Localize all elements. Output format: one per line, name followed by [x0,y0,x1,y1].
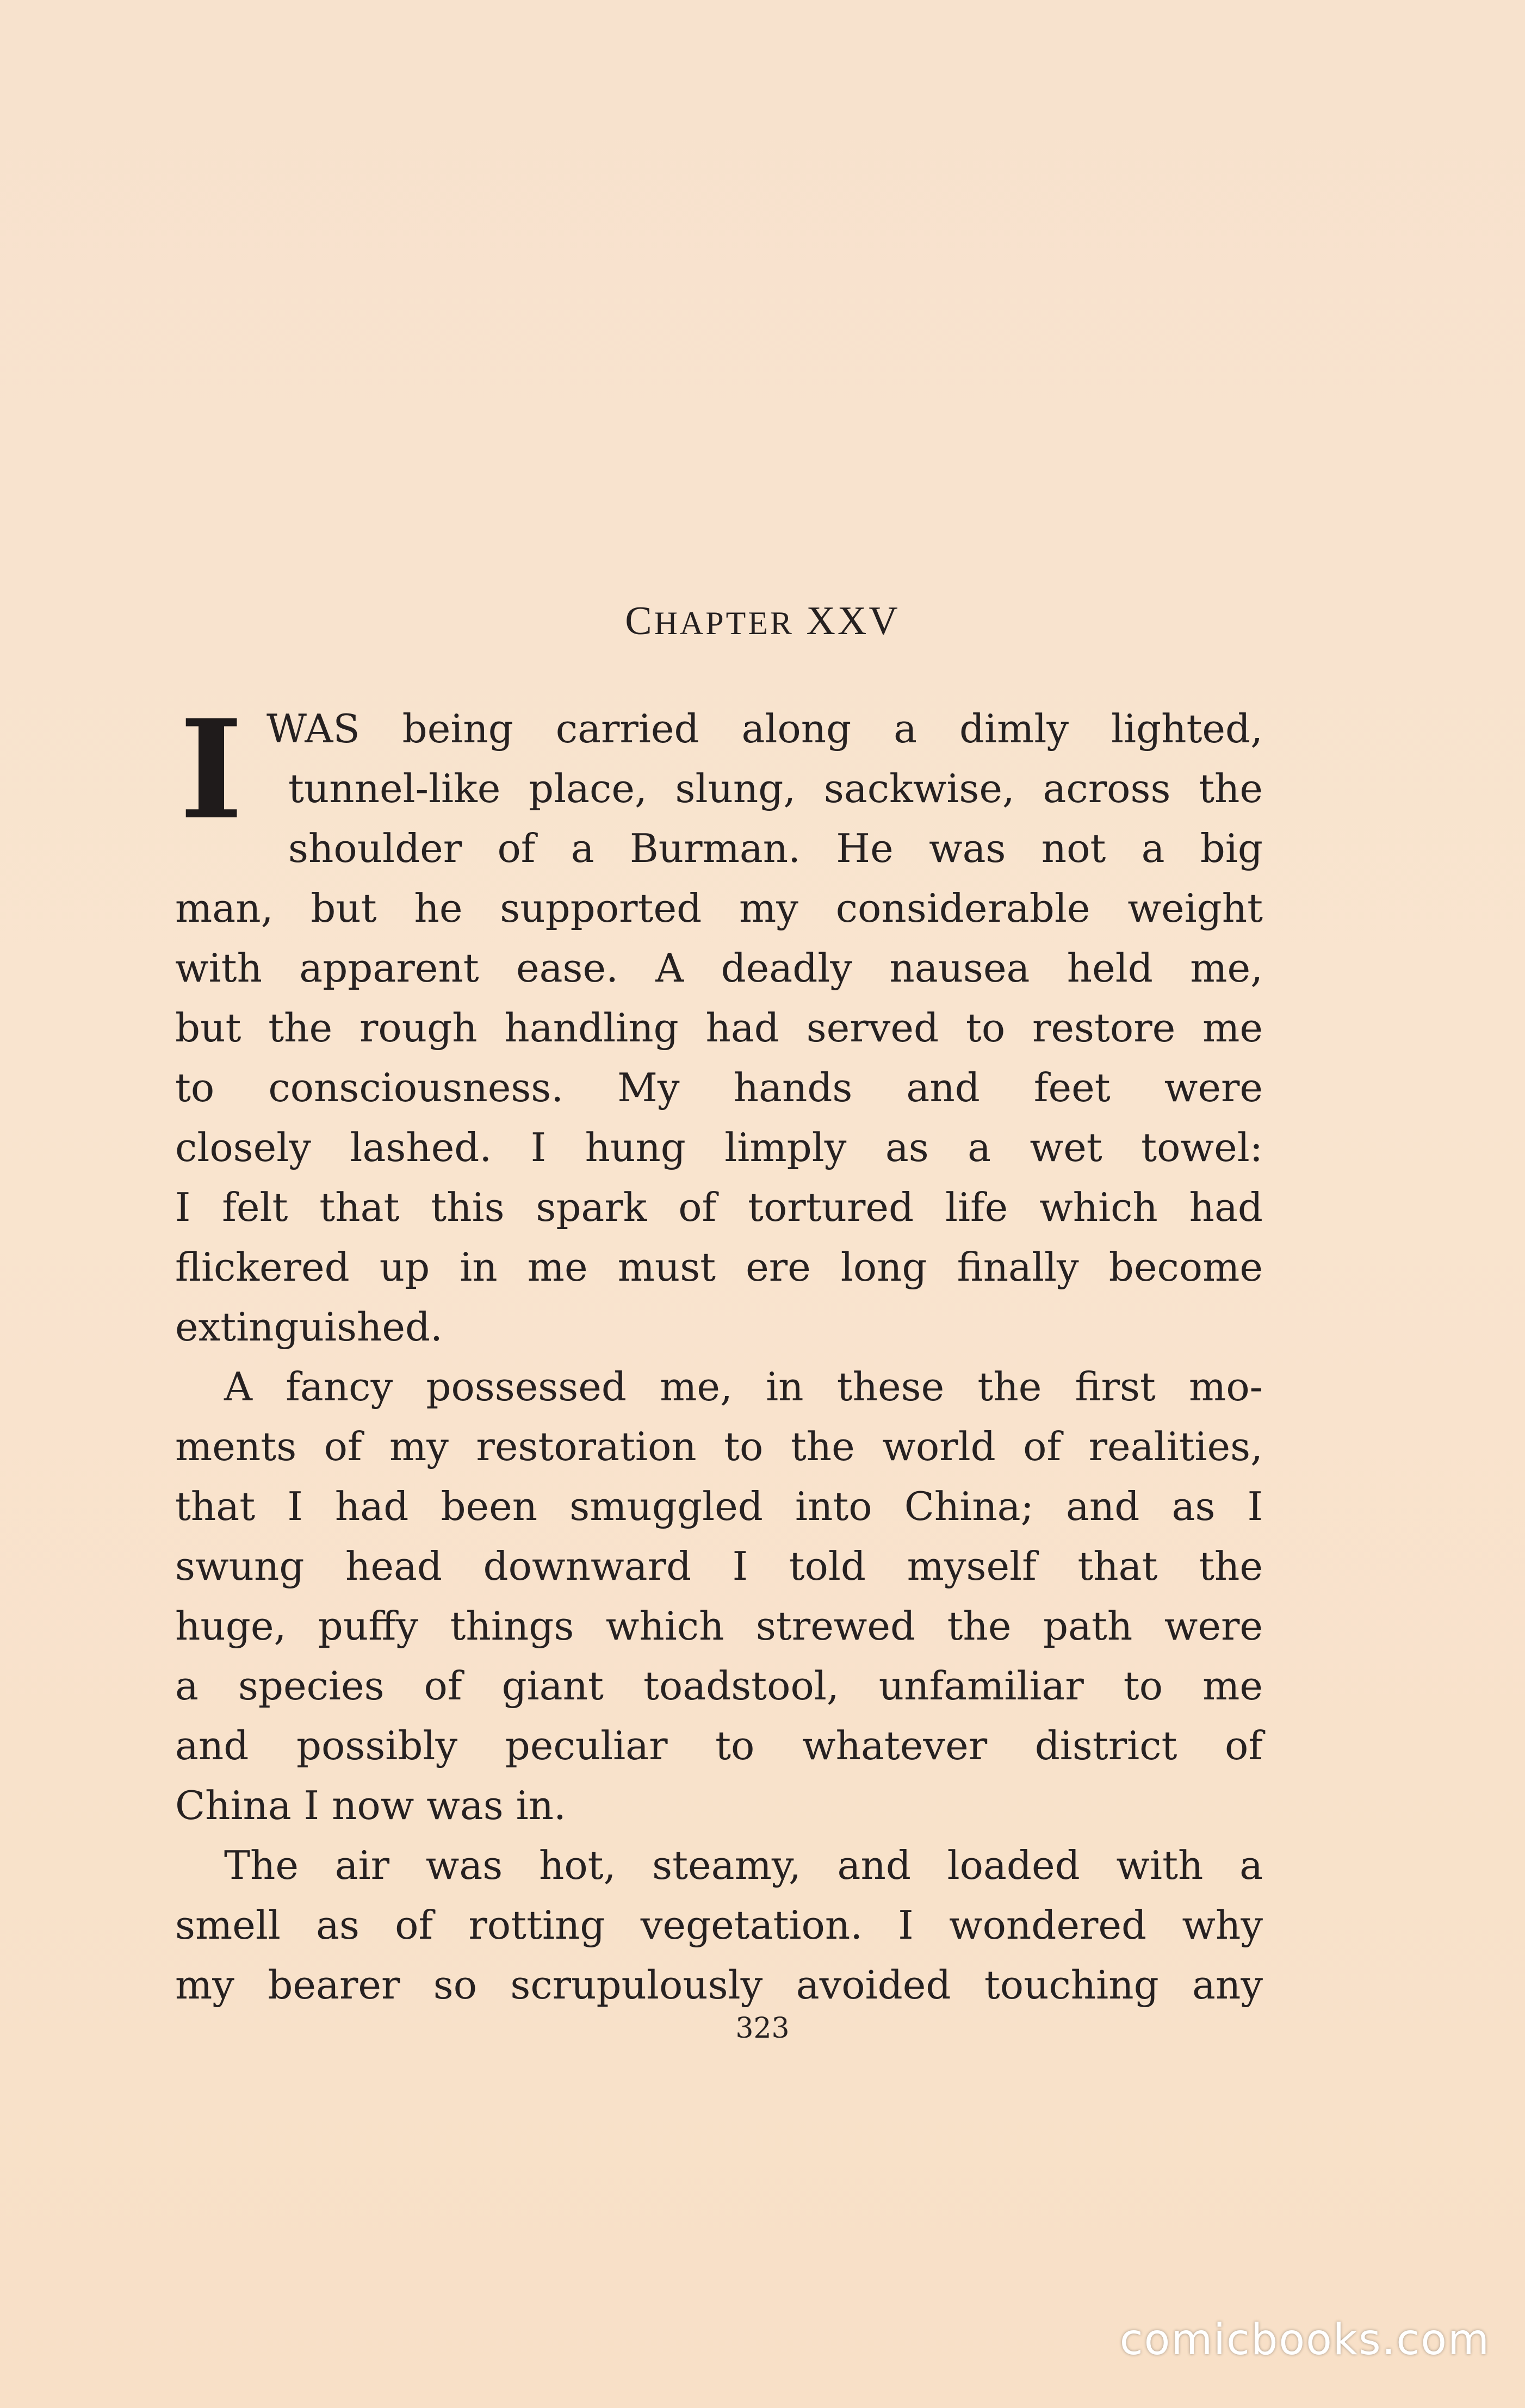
text-line: A fancy possessed me, in these the first mo- [224,1364,1263,1410]
drop-cap: I [179,690,243,849]
text-line: The air was hot, steamy, and loaded with a [224,1842,1263,1888]
text-line: smell as of rotting vegetation. I wondered why [175,1902,1263,1948]
text-line: but the rough handling had served to restore me [175,1005,1263,1051]
text-line: ments of my restoration to the world of realities, [175,1424,1263,1469]
text-line: swung head downward I told myself that the [175,1543,1263,1589]
text-line: I felt that this spark of tortured life which had [175,1184,1263,1230]
text-line: WAS being carried along a dimly lighted, [266,706,1263,752]
chapter-heading [0,598,1525,644]
text-line: huge, puffy things which strewed the path were [175,1603,1263,1649]
page-number: 323 [735,2012,790,2045]
text-line: closely lashed. I hung limply as a wet towel: [175,1125,1263,1170]
text-line: with apparent ease. A deadly nausea held me, [175,945,1263,991]
text-line: flickered up in me must ere long finally become [175,1244,1263,1290]
text-line: extinguished. [175,1304,443,1350]
text-line: shoulder of a Burman. He was not a big [288,826,1263,871]
text-line: tunnel-like place, slung, sackwise, across the [288,766,1263,811]
chapter-number: XXV [806,599,900,643]
text-line: my bearer so scrupulously avoided touching any [175,1962,1263,2008]
chapter-heading-initial: C [625,599,654,643]
chapter-heading-word: HAPTER [654,605,794,641]
text-line: and possibly peculiar to whatever district of [175,1723,1263,1768]
text-line: China I now was in. [175,1783,566,1828]
text-line: that I had been smuggled into China; and as I [175,1484,1263,1529]
text-line: a species of giant toadstool, unfamiliar to me [175,1663,1263,1709]
text-line: to consciousness. My hands and feet were [175,1065,1263,1110]
text-line: man, but he supported my considerable weight [175,885,1263,931]
watermark: comicbooks.com [1119,2316,1490,2364]
